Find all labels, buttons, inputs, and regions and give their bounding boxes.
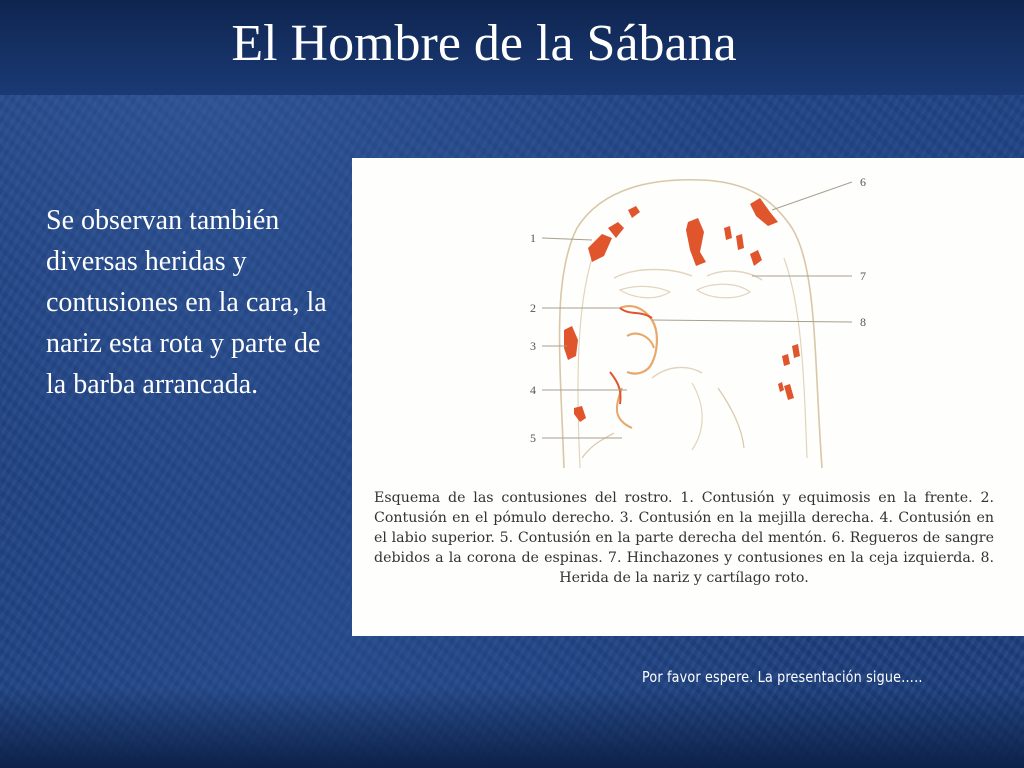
face-sketch [352, 158, 1024, 488]
slide-title: El Hombre de la Sábana [231, 15, 737, 72]
callout-label-6: 6 [860, 175, 866, 189]
bottom-band [0, 688, 1024, 768]
callout-label-3: 3 [530, 339, 536, 353]
wait-notice: Por favor espere. La presentación sigue….. [642, 668, 923, 686]
callout-label-8: 8 [860, 315, 866, 329]
slide-body-text: Se observan también diversas heridas y contusiones en la cara, la nariz esta rota y parte de la barba arrancada. [46, 205, 327, 400]
callout-label-5: 5 [530, 431, 536, 445]
callout-label-7: 7 [860, 269, 866, 283]
figure-caption: Esquema de las contusiones del rostro. 1. Contusión y equimosis en la frente. 2. Contusión en el pómulo derecho. 3. Contusión en la mejilla derecha. 4. Contusión en el labio superior. 5. Contusión en la parte derecha del mentón. 6. Regueros de sangre debidos a la corona de espinas. 7. Hinchazones y contusiones en la ceja izquierda. 8. Herida de la nariz y cartílago roto. [374, 490, 994, 586]
callout-label-2: 2 [530, 301, 536, 315]
callout-label-1: 1 [530, 231, 536, 245]
face-wounds-diagram [352, 158, 1024, 636]
callout-label-4: 4 [530, 383, 536, 397]
